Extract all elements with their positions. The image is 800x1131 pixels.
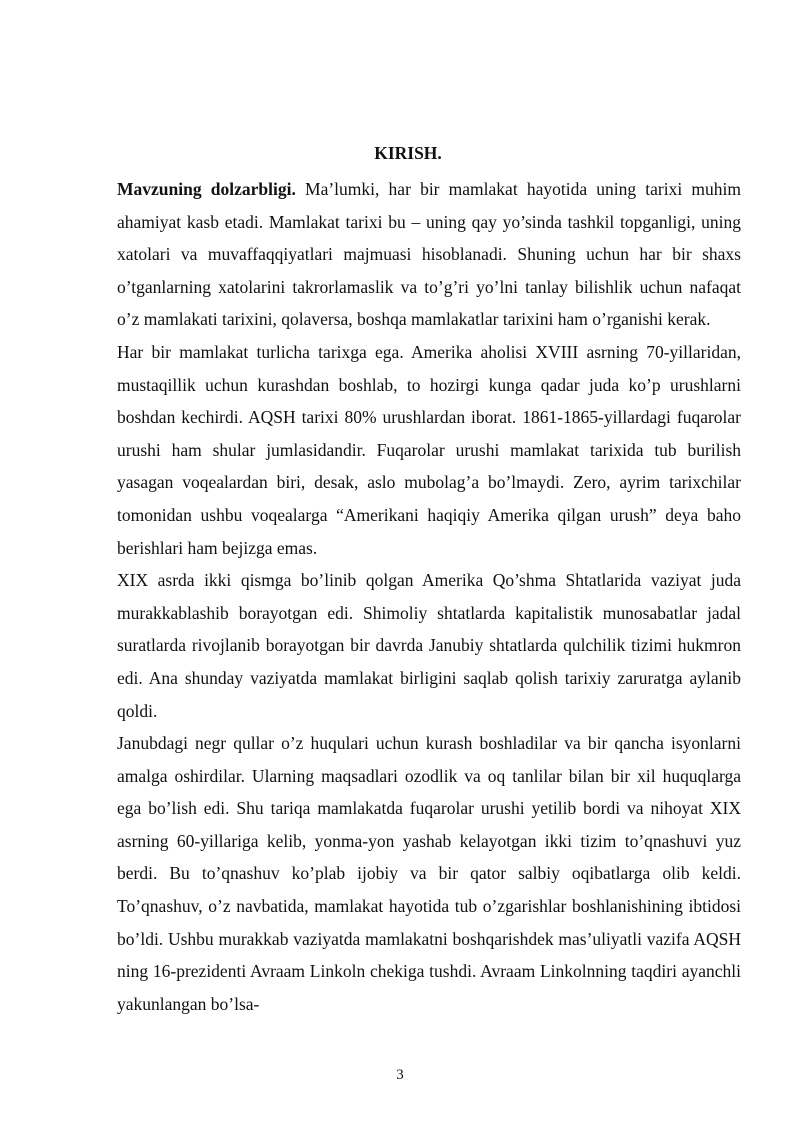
page-number: 3 — [396, 1067, 404, 1083]
section-heading: KIRISH. — [374, 143, 442, 163]
paragraph-nineteenth-century — [117, 564, 741, 727]
paragraph-history — [117, 336, 741, 564]
paragraph-relevance — [117, 173, 741, 336]
paragraph-text: Har bir mamlakat turlicha tarixga ega. Amerika aholisi XVIII asrning 70-yillaridan, mustaqillik uchun kurashdan boshlab, to hozirgi kunga qadar juda ko’p urushlarni boshdan kechirdi. AQSH tarixi 80% urushlardan iborat. 1861-1865-yillardagi fuqarolar urushi ham shular jumlasidandir. Fuqarolar urushi mamlakat tarixida tub burilish yasagan voqealardan biri, desak, aslo mubolag’a bo’lmaydi. Zero, ayrim tarixchilar tomonidan ushbu voqealarga “Amerikani haqiqiy Amerika qilgan urush” deya baho berishlari ham bejizga emas. — [117, 341, 741, 558]
document-body — [117, 141, 741, 1020]
paragraph-text: Ma’lumki, har bir mamlakat hayotida uning tarixi muhim ahamiyat kasb etadi. Mamlakat tarixi bu – uning qay yo’sinda tashkil topganligi, uning xatolari va muvaffaqqiyatlari majmuasi hisoblanadi. Shuning uchun har bir shaxs o’tganlarning xatolarini takrorlamaslik va to’g’ri yo’lni tanlay bilishlik uchun nafaqat o’z mamlakati tarixini, qolaversa, boshqa mamlakatlar tarixini ham o’rganishi kerak. — [117, 179, 741, 330]
paragraph-text: XIX asrda ikki qismga bo’linib qolgan Amerika Qo’shma Shtatlarida vaziyat juda murakkablashib borayotgan edi. Shimoliy shtatlarda kapitalistik munosabatlar jadal suratlarda rivojlanib borayotgan bir davrda Janubiy shtatlarda qulchilik tizimi hukmron edi. Ana shunday vaziyatda mamlakat birligini saqlab qolish tarixiy zaruratga aylanib qoldi. — [117, 570, 741, 721]
paragraph-text: Janubdagi negr qullar o’z huqulari uchun kurash boshladilar va bir qancha isyonlarni amalga oshirdilar. Ularning maqsadlari ozodlik va oq tanlilar bilan bir xil huquqlarga ega bo’lish edi. Shu tariqa mamlakatda fuqarolar urushi yetilib bordi va nihoyat XIX asrning 60-yillariga kelib, yonma-yon yashab kelayotgan ikki tizim to’qnashuvi yuz berdi. Bu to’qnashuv ko’plab ijobiy va bir qator salbiy oqibatlarga olib keldi. To’qnashuv, o’z navbatida, mamlakat hayotida tub o’zgarishlar boshlanishining ibtidosi bo’ldi. Ushbu murakkab vaziyatda mamlakatni boshqarishdek mas’uliyatli vazifa AQSH ning 16-prezidenti Avraam Linkoln chekiga tushdi. Avraam Linkolnning taqdiri ayanchli yakunlangan bo’lsa- — [117, 733, 741, 1014]
paragraph-lead: Mavzuning dolzarbligi. — [117, 179, 296, 199]
paragraph-slaves-struggle — [117, 727, 741, 1020]
